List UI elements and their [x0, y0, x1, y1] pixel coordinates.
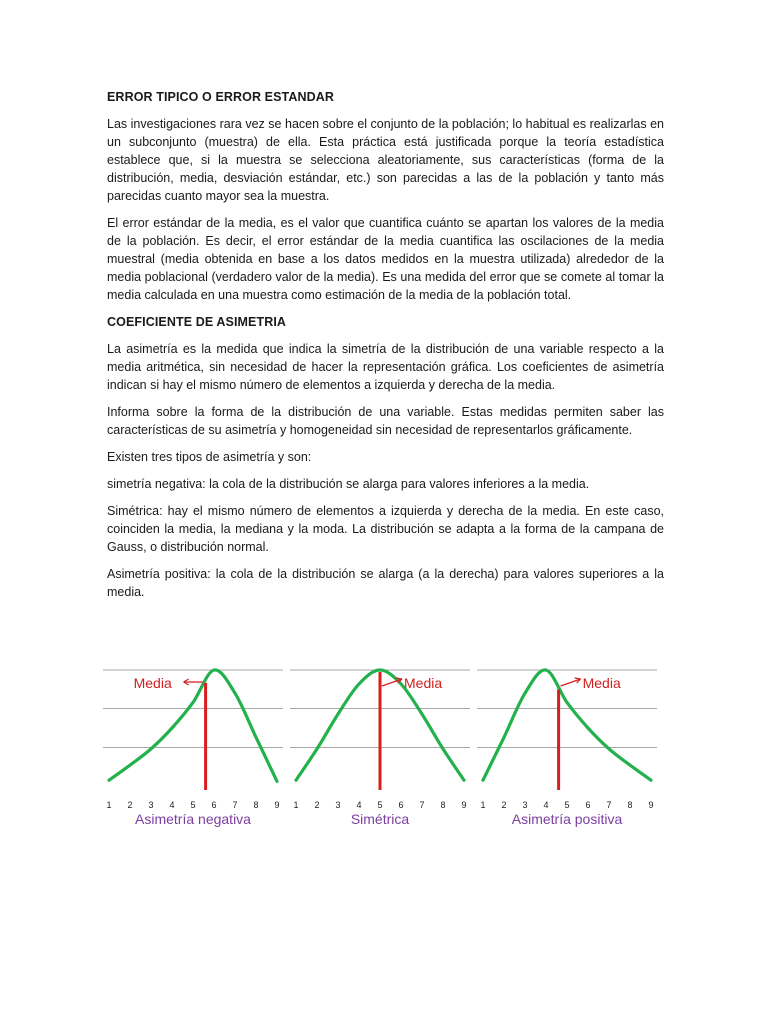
x-tick-label: 4 — [543, 800, 549, 810]
paragraph: simetría negativa: la cola de la distribución se alarga para valores inferiores a la media. — [107, 477, 590, 491]
chart-asimetria-positiva — [477, 658, 657, 833]
x-tick-label: 8 — [253, 800, 259, 810]
x-tick-label: 8 — [440, 800, 446, 810]
paragraph: La asimetría es la medida que indica la simetría de la distribución de una variable respecto a la media aritmética, sin necesidad de hacer la representación gráfica. Los coeficientes de asimetría indican si hay el mismo número de elementos a izquierda y derecha de la media. — [107, 342, 664, 392]
section-coeficiente-asimetria — [107, 313, 664, 601]
x-tick-label: 7 — [419, 800, 425, 810]
paragraph: Existen tres tipos de asimetría y son: — [107, 450, 312, 464]
skewness-charts — [103, 658, 663, 838]
x-tick-label: 6 — [211, 800, 217, 810]
x-tick-label: 9 — [648, 800, 654, 810]
paragraph: Simétrica: hay el mismo número de elementos a izquierda y derecha de la media. En este caso, coinciden la media, la mediana y la moda. La distribución se adapta a la forma de la campana de Gauss, o distribución normal. — [107, 504, 664, 554]
chart-asimetria-negativa — [103, 658, 283, 833]
chart-svg — [290, 658, 470, 833]
x-tick-label: 1 — [293, 800, 299, 810]
x-tick-label: 7 — [606, 800, 612, 810]
x-tick-label: 3 — [522, 800, 528, 810]
media-label: Media — [404, 675, 443, 691]
x-tick-label: 3 — [148, 800, 154, 810]
x-tick-label: 6 — [398, 800, 404, 810]
chart-title: Simétrica — [350, 811, 410, 827]
paragraph: El error estándar de la media, es el valor que cuantifica cuánto se apartan los valores de la media de la población. Es decir, el error estándar de la media cuantifica las oscilaciones de la media muestral (media obtenida en base a los datos medidos en la muestra utilizada) alrededor de la media poblacional (verdadero valor de la media). Es una medida del error que se comete al tomar la media calculada en una muestra como estimación de la media de la población total. — [107, 216, 664, 302]
paragraph: Asimetría positiva: la cola de la distribución se alarga (a la derecha) para valores superiores a la media. — [107, 567, 664, 599]
paragraph: Las investigaciones rara vez se hacen sobre el conjunto de la población; lo habitual es realizarlas en un subconjunto (muestra) de ella. Esta práctica está justificada porque la teoría estadística establece que, si la muestra se selecciona aleatoriamente, sus características (forma de la distribución, media, desviación estándar, etc.) son parecidas a las de la población y tanto más parecidas cuanto mayor sea la muestra. — [107, 117, 664, 203]
chart-title: Asimetría negativa — [135, 811, 251, 827]
chart-svg — [103, 658, 283, 833]
media-label: Media — [133, 675, 172, 691]
distribution-curve — [483, 670, 651, 780]
x-tick-label: 3 — [335, 800, 341, 810]
x-tick-label: 1 — [106, 800, 112, 810]
x-tick-label: 4 — [169, 800, 175, 810]
section-heading: ERROR TIPICO O ERROR ESTANDAR — [107, 90, 334, 104]
section-heading: COEFICIENTE DE ASIMETRIA — [107, 315, 287, 329]
document-body — [107, 88, 664, 610]
x-tick-label: 2 — [501, 800, 507, 810]
x-tick-label: 9 — [461, 800, 467, 810]
x-tick-label: 1 — [480, 800, 486, 810]
x-tick-label: 8 — [627, 800, 633, 810]
x-tick-label: 2 — [127, 800, 133, 810]
x-tick-label: 5 — [564, 800, 570, 810]
chart-simetrica — [290, 658, 470, 833]
x-tick-label: 5 — [377, 800, 383, 810]
x-tick-label: 9 — [274, 800, 280, 810]
x-tick-label: 4 — [356, 800, 362, 810]
media-label: Media — [582, 675, 621, 691]
x-tick-label: 2 — [314, 800, 320, 810]
chart-title: Asimetría positiva — [511, 811, 623, 827]
x-tick-label: 7 — [232, 800, 238, 810]
paragraph: Informa sobre la forma de la distribución de una variable. Estas medidas permiten saber las características de su asimetría y homogeneidad sin necesidad de representarlos gráficamente. — [107, 405, 664, 437]
section-error-tipico — [107, 88, 664, 304]
x-tick-label: 5 — [190, 800, 196, 810]
chart-svg — [477, 658, 657, 833]
x-tick-label: 6 — [585, 800, 591, 810]
